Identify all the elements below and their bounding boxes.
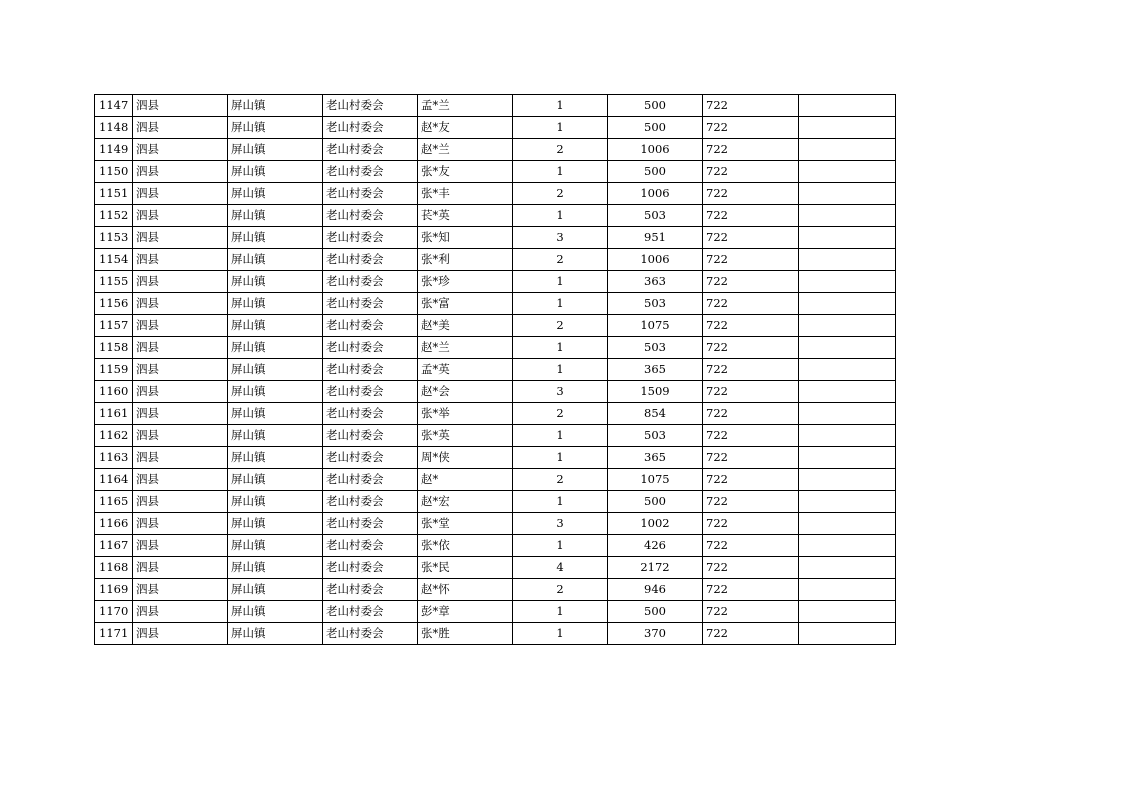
table-row	[95, 161, 896, 183]
village-cell: 老山村委会	[323, 469, 418, 491]
county-cell: 泗县	[133, 491, 228, 513]
town-cell: 屏山镇	[228, 183, 323, 205]
note-cell	[799, 513, 896, 535]
amount-cell: 946	[608, 579, 703, 601]
row-number: 1168	[95, 557, 133, 579]
household-count-cell: 1	[513, 623, 608, 645]
village-cell: 老山村委会	[323, 183, 418, 205]
county-cell: 泗县	[133, 601, 228, 623]
table-row	[95, 579, 896, 601]
household-count-cell: 1	[513, 359, 608, 381]
name-cell: 赵*美	[418, 315, 513, 337]
county-cell: 泗县	[133, 557, 228, 579]
amount-cell: 1006	[608, 249, 703, 271]
household-count-cell: 1	[513, 95, 608, 117]
county-cell: 泗县	[133, 425, 228, 447]
note-cell	[799, 183, 896, 205]
county-cell: 泗县	[133, 469, 228, 491]
table-row	[95, 117, 896, 139]
household-count-cell: 1	[513, 491, 608, 513]
county-cell: 泗县	[133, 183, 228, 205]
note-cell	[799, 205, 896, 227]
standard-cell: 722	[703, 359, 799, 381]
table-row	[95, 139, 896, 161]
table-row	[95, 315, 896, 337]
amount-cell: 365	[608, 447, 703, 469]
name-cell: 张*民	[418, 557, 513, 579]
table-row	[95, 601, 896, 623]
name-cell: 张*珍	[418, 271, 513, 293]
amount-cell: 363	[608, 271, 703, 293]
village-cell: 老山村委会	[323, 315, 418, 337]
village-cell: 老山村委会	[323, 403, 418, 425]
town-cell: 屏山镇	[228, 293, 323, 315]
village-cell: 老山村委会	[323, 117, 418, 139]
standard-cell: 722	[703, 491, 799, 513]
amount-cell: 365	[608, 359, 703, 381]
county-cell: 泗县	[133, 227, 228, 249]
table-row	[95, 491, 896, 513]
village-cell: 老山村委会	[323, 557, 418, 579]
note-cell	[799, 227, 896, 249]
name-cell: 张*友	[418, 161, 513, 183]
household-count-cell: 1	[513, 117, 608, 139]
row-number: 1160	[95, 381, 133, 403]
village-cell: 老山村委会	[323, 447, 418, 469]
note-cell	[799, 579, 896, 601]
household-count-cell: 3	[513, 227, 608, 249]
row-number: 1163	[95, 447, 133, 469]
town-cell: 屏山镇	[228, 117, 323, 139]
row-number: 1157	[95, 315, 133, 337]
row-number: 1169	[95, 579, 133, 601]
amount-cell: 503	[608, 293, 703, 315]
amount-cell: 854	[608, 403, 703, 425]
table-row	[95, 447, 896, 469]
town-cell: 屏山镇	[228, 557, 323, 579]
standard-cell: 722	[703, 95, 799, 117]
village-cell: 老山村委会	[323, 425, 418, 447]
town-cell: 屏山镇	[228, 469, 323, 491]
name-cell: 张*富	[418, 293, 513, 315]
village-cell: 老山村委会	[323, 293, 418, 315]
table-row	[95, 469, 896, 491]
town-cell: 屏山镇	[228, 249, 323, 271]
standard-cell: 722	[703, 469, 799, 491]
name-cell: 张*丰	[418, 183, 513, 205]
village-cell: 老山村委会	[323, 623, 418, 645]
household-count-cell: 4	[513, 557, 608, 579]
standard-cell: 722	[703, 161, 799, 183]
note-cell	[799, 601, 896, 623]
amount-cell: 500	[608, 95, 703, 117]
table-row	[95, 249, 896, 271]
name-cell: 张*知	[418, 227, 513, 249]
county-cell: 泗县	[133, 205, 228, 227]
town-cell: 屏山镇	[228, 359, 323, 381]
name-cell: 张*利	[418, 249, 513, 271]
name-cell: 彭*章	[418, 601, 513, 623]
household-count-cell: 1	[513, 205, 608, 227]
county-cell: 泗县	[133, 579, 228, 601]
table-row	[95, 623, 896, 645]
note-cell	[799, 337, 896, 359]
town-cell: 屏山镇	[228, 601, 323, 623]
county-cell: 泗县	[133, 513, 228, 535]
amount-cell: 503	[608, 425, 703, 447]
note-cell	[799, 117, 896, 139]
county-cell: 泗县	[133, 359, 228, 381]
village-cell: 老山村委会	[323, 205, 418, 227]
name-cell: 苌*英	[418, 205, 513, 227]
household-count-cell: 1	[513, 535, 608, 557]
county-cell: 泗县	[133, 381, 228, 403]
row-number: 1170	[95, 601, 133, 623]
name-cell: 赵*	[418, 469, 513, 491]
row-number: 1150	[95, 161, 133, 183]
amount-cell: 503	[608, 205, 703, 227]
row-number: 1152	[95, 205, 133, 227]
town-cell: 屏山镇	[228, 381, 323, 403]
household-count-cell: 1	[513, 447, 608, 469]
note-cell	[799, 491, 896, 513]
standard-cell: 722	[703, 579, 799, 601]
note-cell	[799, 447, 896, 469]
name-cell: 赵*兰	[418, 139, 513, 161]
town-cell: 屏山镇	[228, 337, 323, 359]
row-number: 1148	[95, 117, 133, 139]
standard-cell: 722	[703, 249, 799, 271]
row-number: 1155	[95, 271, 133, 293]
standard-cell: 722	[703, 513, 799, 535]
row-number: 1153	[95, 227, 133, 249]
table-row	[95, 205, 896, 227]
household-count-cell: 2	[513, 403, 608, 425]
town-cell: 屏山镇	[228, 271, 323, 293]
amount-cell: 1006	[608, 183, 703, 205]
village-cell: 老山村委会	[323, 227, 418, 249]
note-cell	[799, 359, 896, 381]
standard-cell: 722	[703, 425, 799, 447]
amount-cell: 503	[608, 337, 703, 359]
table-row	[95, 183, 896, 205]
name-cell: 周*侠	[418, 447, 513, 469]
note-cell	[799, 95, 896, 117]
town-cell: 屏山镇	[228, 403, 323, 425]
row-number: 1149	[95, 139, 133, 161]
standard-cell: 722	[703, 447, 799, 469]
name-cell: 张*胜	[418, 623, 513, 645]
note-cell	[799, 623, 896, 645]
name-cell: 孟*英	[418, 359, 513, 381]
name-cell: 赵*兰	[418, 337, 513, 359]
name-cell: 赵*宏	[418, 491, 513, 513]
town-cell: 屏山镇	[228, 623, 323, 645]
row-number: 1159	[95, 359, 133, 381]
amount-cell: 1509	[608, 381, 703, 403]
note-cell	[799, 557, 896, 579]
name-cell: 赵*友	[418, 117, 513, 139]
town-cell: 屏山镇	[228, 491, 323, 513]
standard-cell: 722	[703, 227, 799, 249]
county-cell: 泗县	[133, 337, 228, 359]
table-row	[95, 535, 896, 557]
household-count-cell: 2	[513, 469, 608, 491]
village-cell: 老山村委会	[323, 381, 418, 403]
village-cell: 老山村委会	[323, 491, 418, 513]
standard-cell: 722	[703, 139, 799, 161]
amount-cell: 500	[608, 601, 703, 623]
county-cell: 泗县	[133, 161, 228, 183]
town-cell: 屏山镇	[228, 425, 323, 447]
household-count-cell: 2	[513, 139, 608, 161]
standard-cell: 722	[703, 403, 799, 425]
village-cell: 老山村委会	[323, 579, 418, 601]
county-cell: 泗县	[133, 315, 228, 337]
county-cell: 泗县	[133, 403, 228, 425]
household-count-cell: 1	[513, 337, 608, 359]
table-row	[95, 513, 896, 535]
row-number: 1164	[95, 469, 133, 491]
table-row	[95, 227, 896, 249]
amount-cell: 1006	[608, 139, 703, 161]
name-cell: 赵*怀	[418, 579, 513, 601]
county-cell: 泗县	[133, 623, 228, 645]
village-cell: 老山村委会	[323, 337, 418, 359]
town-cell: 屏山镇	[228, 205, 323, 227]
household-count-cell: 1	[513, 161, 608, 183]
village-cell: 老山村委会	[323, 601, 418, 623]
amount-cell: 2172	[608, 557, 703, 579]
row-number: 1151	[95, 183, 133, 205]
county-cell: 泗县	[133, 447, 228, 469]
standard-cell: 722	[703, 601, 799, 623]
household-count-cell: 1	[513, 425, 608, 447]
row-number: 1158	[95, 337, 133, 359]
row-number: 1167	[95, 535, 133, 557]
town-cell: 屏山镇	[228, 227, 323, 249]
standard-cell: 722	[703, 315, 799, 337]
standard-cell: 722	[703, 117, 799, 139]
standard-cell: 722	[703, 183, 799, 205]
village-cell: 老山村委会	[323, 249, 418, 271]
amount-cell: 500	[608, 117, 703, 139]
note-cell	[799, 293, 896, 315]
note-cell	[799, 535, 896, 557]
household-count-cell: 2	[513, 315, 608, 337]
note-cell	[799, 381, 896, 403]
row-number: 1166	[95, 513, 133, 535]
village-cell: 老山村委会	[323, 535, 418, 557]
data-table	[94, 94, 896, 645]
note-cell	[799, 315, 896, 337]
note-cell	[799, 139, 896, 161]
table-row	[95, 337, 896, 359]
village-cell: 老山村委会	[323, 161, 418, 183]
note-cell	[799, 469, 896, 491]
row-number: 1154	[95, 249, 133, 271]
household-count-cell: 3	[513, 381, 608, 403]
town-cell: 屏山镇	[228, 161, 323, 183]
standard-cell: 722	[703, 337, 799, 359]
county-cell: 泗县	[133, 293, 228, 315]
county-cell: 泗县	[133, 249, 228, 271]
standard-cell: 722	[703, 271, 799, 293]
amount-cell: 1075	[608, 469, 703, 491]
village-cell: 老山村委会	[323, 271, 418, 293]
amount-cell: 951	[608, 227, 703, 249]
household-count-cell: 2	[513, 183, 608, 205]
amount-cell: 370	[608, 623, 703, 645]
village-cell: 老山村委会	[323, 513, 418, 535]
note-cell	[799, 249, 896, 271]
standard-cell: 722	[703, 623, 799, 645]
row-number: 1156	[95, 293, 133, 315]
village-cell: 老山村委会	[323, 139, 418, 161]
amount-cell: 500	[608, 161, 703, 183]
village-cell: 老山村委会	[323, 359, 418, 381]
amount-cell: 1002	[608, 513, 703, 535]
standard-cell: 722	[703, 293, 799, 315]
household-count-cell: 1	[513, 293, 608, 315]
county-cell: 泗县	[133, 95, 228, 117]
town-cell: 屏山镇	[228, 447, 323, 469]
name-cell: 张*英	[418, 425, 513, 447]
standard-cell: 722	[703, 535, 799, 557]
town-cell: 屏山镇	[228, 535, 323, 557]
table-row	[95, 425, 896, 447]
standard-cell: 722	[703, 381, 799, 403]
note-cell	[799, 161, 896, 183]
name-cell: 张*依	[418, 535, 513, 557]
note-cell	[799, 403, 896, 425]
town-cell: 屏山镇	[228, 139, 323, 161]
standard-cell: 722	[703, 557, 799, 579]
table-row	[95, 95, 896, 117]
town-cell: 屏山镇	[228, 513, 323, 535]
amount-cell: 426	[608, 535, 703, 557]
town-cell: 屏山镇	[228, 579, 323, 601]
household-count-cell: 3	[513, 513, 608, 535]
household-count-cell: 2	[513, 579, 608, 601]
town-cell: 屏山镇	[228, 95, 323, 117]
note-cell	[799, 425, 896, 447]
household-count-cell: 2	[513, 249, 608, 271]
row-number: 1162	[95, 425, 133, 447]
county-cell: 泗县	[133, 271, 228, 293]
table-row	[95, 271, 896, 293]
table-row	[95, 293, 896, 315]
standard-cell: 722	[703, 205, 799, 227]
name-cell: 张*举	[418, 403, 513, 425]
row-number: 1147	[95, 95, 133, 117]
county-cell: 泗县	[133, 535, 228, 557]
row-number: 1161	[95, 403, 133, 425]
table-row	[95, 557, 896, 579]
table-body	[95, 95, 896, 645]
amount-cell: 1075	[608, 315, 703, 337]
name-cell: 孟*兰	[418, 95, 513, 117]
table-row	[95, 403, 896, 425]
county-cell: 泗县	[133, 139, 228, 161]
row-number: 1171	[95, 623, 133, 645]
household-count-cell: 1	[513, 271, 608, 293]
name-cell: 张*堂	[418, 513, 513, 535]
name-cell: 赵*会	[418, 381, 513, 403]
note-cell	[799, 271, 896, 293]
county-cell: 泗县	[133, 117, 228, 139]
village-cell: 老山村委会	[323, 95, 418, 117]
amount-cell: 500	[608, 491, 703, 513]
table-row	[95, 359, 896, 381]
table-row	[95, 381, 896, 403]
household-count-cell: 1	[513, 601, 608, 623]
row-number: 1165	[95, 491, 133, 513]
town-cell: 屏山镇	[228, 315, 323, 337]
